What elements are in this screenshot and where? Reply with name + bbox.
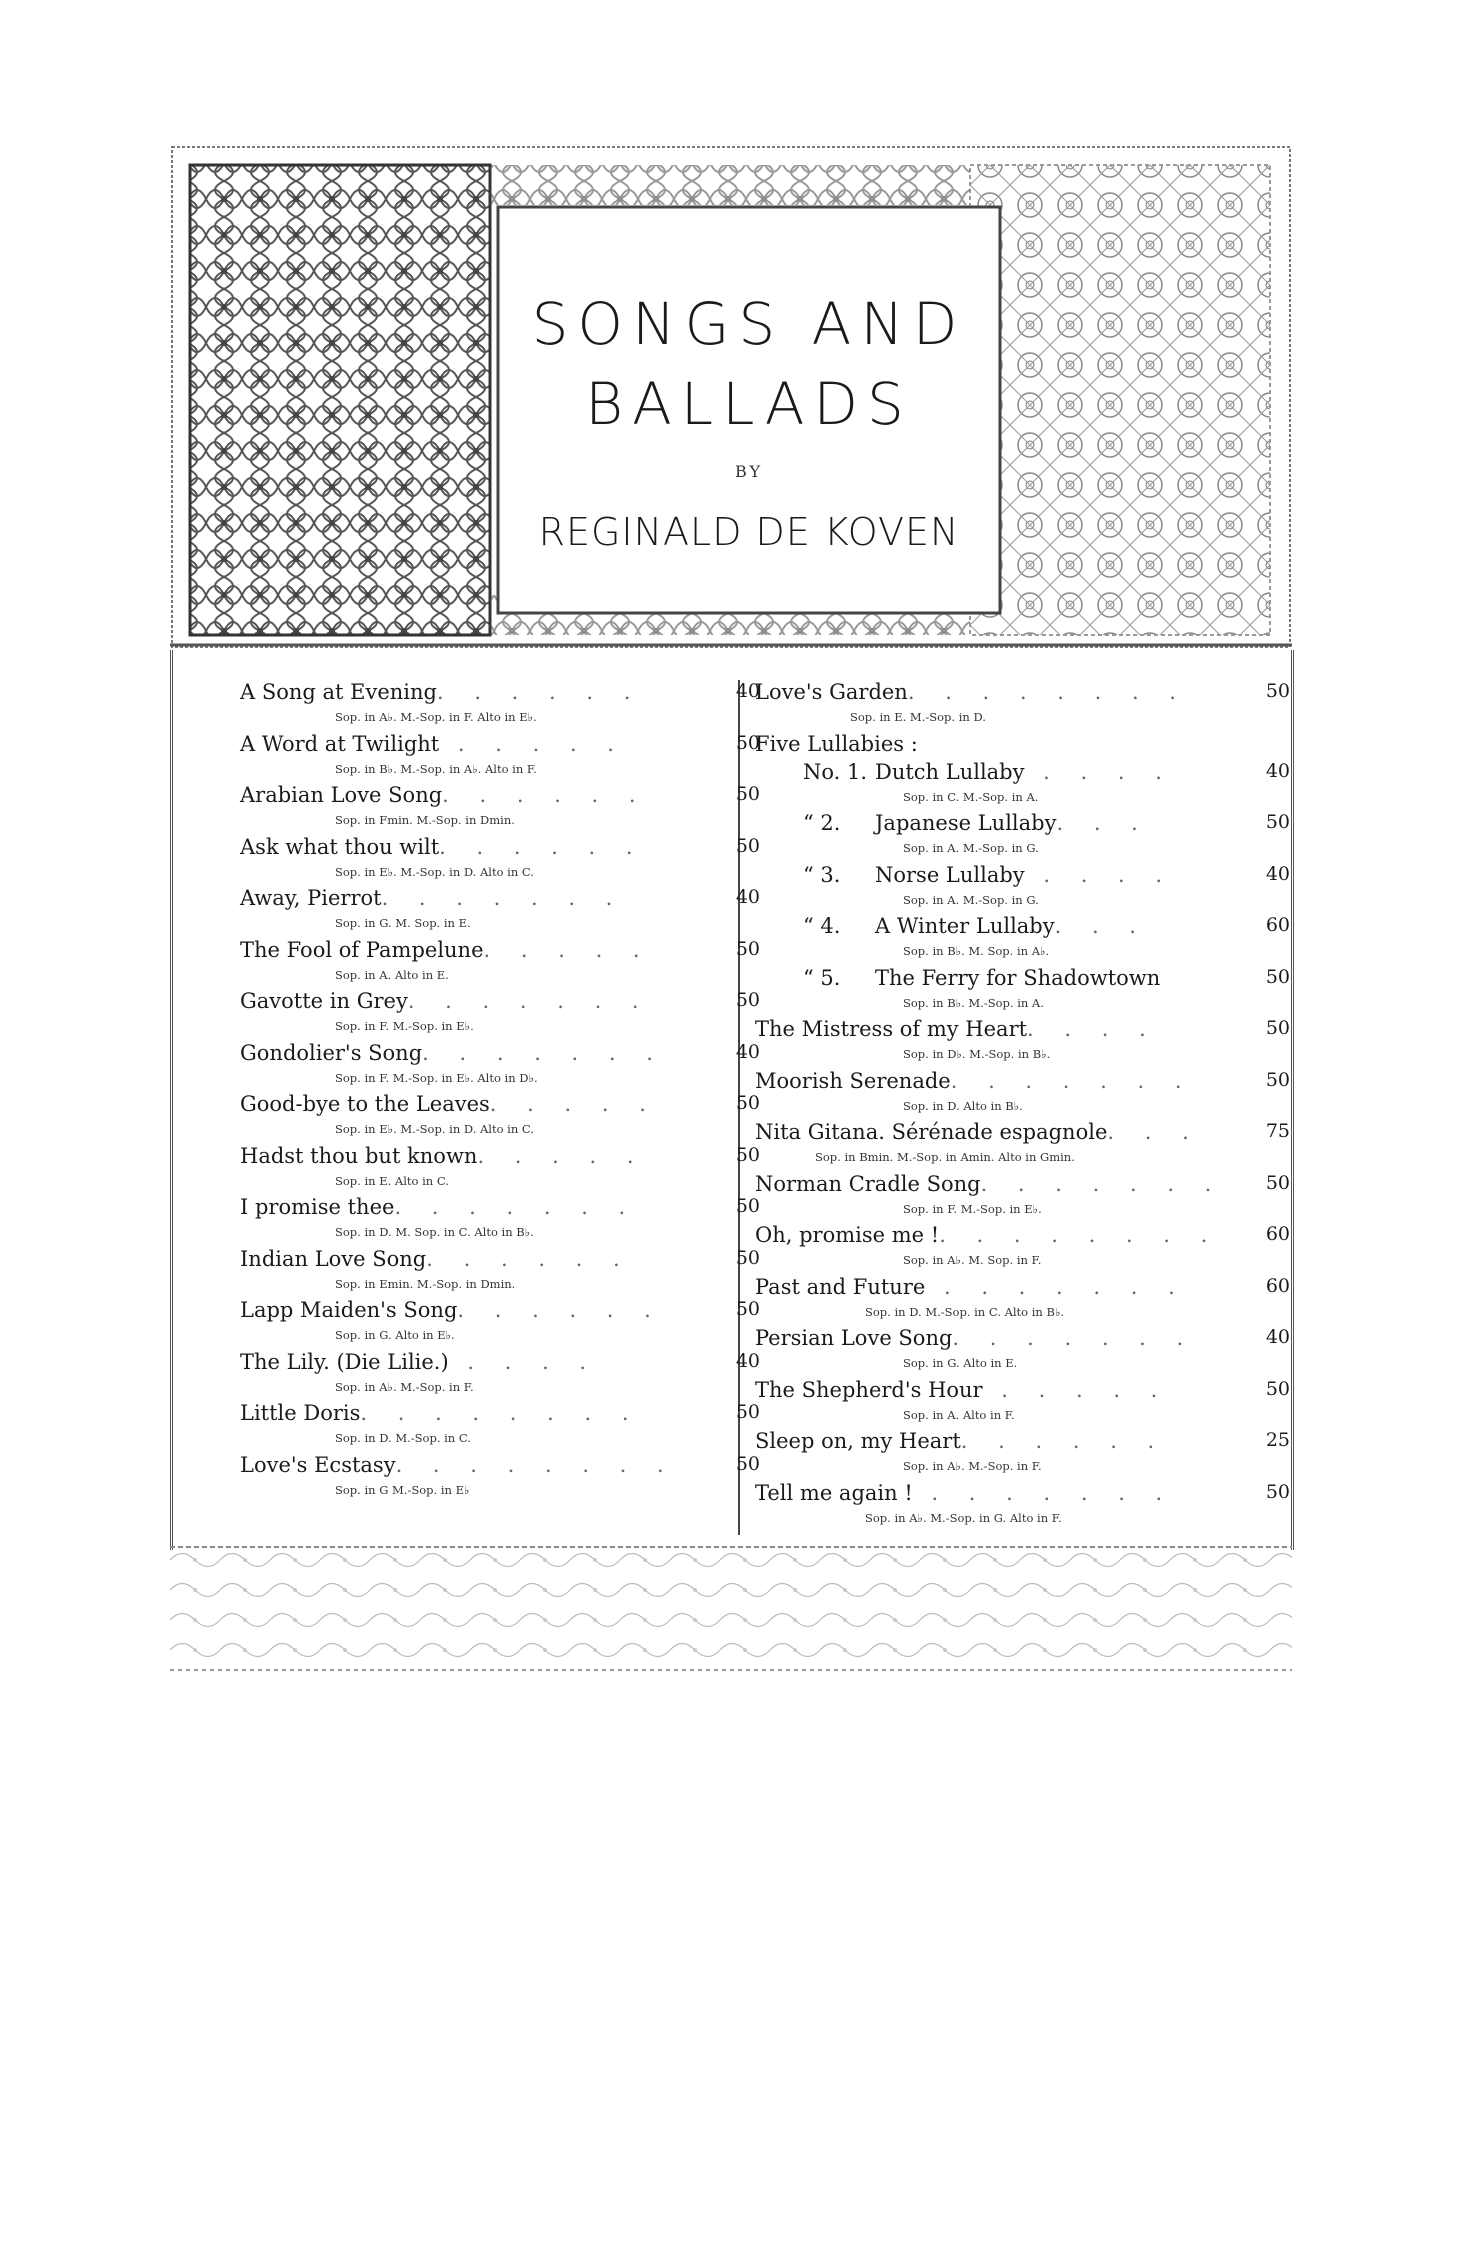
song-price: 60 xyxy=(1265,914,1290,936)
song-price: 50 xyxy=(735,1092,760,1114)
lullaby-number: “ 3. xyxy=(803,862,841,887)
song-keys: Sop. in A. Alto in F. xyxy=(903,1407,1015,1422)
lullaby-number: “ 2. xyxy=(803,811,841,835)
song-keys: Sop. in G. Alto in E♭. xyxy=(335,1328,455,1342)
song-price: 40 xyxy=(735,886,760,908)
lullabies-heading-text: Five Lullabies : xyxy=(755,731,918,756)
song-keys: Sop. in F. M.-Sop. in E♭. xyxy=(335,1019,474,1033)
song-keys: Sop. in A♭. M.-Sop. in F. Alto in E♭. xyxy=(335,710,537,724)
song-keys: Sop. in D. M. Sop. in C. Alto in B♭. xyxy=(335,1225,534,1239)
lullaby-entry: No. 1. Dutch Lullaby . . . . 40 Sop. in C. M.-Sop. in A. xyxy=(755,760,1310,812)
song-title: Oh, promise me ! xyxy=(755,1223,940,1247)
song-title: Persian Love Song xyxy=(755,1326,953,1350)
song-title: Moorish Serenade xyxy=(755,1068,951,1093)
song-price: 50 xyxy=(735,937,760,960)
song-entry: A Song at Evening. . . . . . 40 Sop. in A♭. M.-Sop. in F. Alto in E♭. xyxy=(240,680,760,724)
title-panel xyxy=(500,210,998,612)
song-price: 50 xyxy=(735,1195,760,1217)
song-price: 50 xyxy=(1265,811,1290,833)
song-entry: I promise thee. . . . . . . 50 Sop. in D. M. Sop. in C. Alto in B♭. xyxy=(240,1195,760,1239)
song-keys: Sop. in A. M.-Sop. in G. xyxy=(903,892,1039,907)
song-keys: Sop. in B♭. M.-Sop. in A. xyxy=(903,995,1044,1010)
song-price: 40 xyxy=(1265,759,1290,782)
song-entry: The Mistress of my Heart. . . . 50 Sop. in D♭. M.-Sop. in B♭. xyxy=(755,1017,1310,1069)
song-price: 60 xyxy=(1265,1274,1290,1297)
composer-name: REGINALD DE KOVEN xyxy=(538,510,960,554)
title-songs-and: SONGS AND xyxy=(531,290,967,358)
song-title: Norman Cradle Song xyxy=(755,1171,981,1196)
song-title: Arabian Love Song xyxy=(240,783,443,807)
lullaby-number: “ 5. xyxy=(803,965,841,990)
left-song-column xyxy=(240,680,760,1504)
song-title: Dutch Lullaby xyxy=(875,759,1025,784)
song-title: The Lily. (Die Lilie.) xyxy=(240,1349,449,1374)
song-title: Past and Future xyxy=(755,1274,926,1299)
song-keys: Sop. in A♭. M. Sop. in F. xyxy=(903,1253,1042,1267)
song-title: Indian Love Song xyxy=(240,1246,427,1271)
song-keys: Sop. in E. Alto in C. xyxy=(335,1173,449,1188)
song-entry: Hadst thou but known. . . . . 50 Sop. in E. Alto in C. xyxy=(240,1143,760,1188)
song-title: Little Doris xyxy=(240,1401,361,1425)
song-price: 40 xyxy=(735,680,760,702)
song-entry: Past and Future . . . . . . . 60 Sop. in D. M.-Sop. in C. Alto in B♭. xyxy=(755,1275,1310,1327)
song-price: 50 xyxy=(735,1298,760,1320)
song-title: Norse Lullaby xyxy=(875,862,1025,887)
song-keys: Sop. in E♭. M.-Sop. in D. Alto in C. xyxy=(335,1122,534,1136)
song-entry: Moorish Serenade. . . . . . . 50 Sop. in D. Alto in B♭. xyxy=(755,1069,1310,1121)
song-keys: Sop. in G M.-Sop. in E♭ xyxy=(335,1482,470,1497)
song-price: 50 xyxy=(735,1452,760,1475)
song-title: Gondolier's Song xyxy=(240,1040,423,1065)
song-price: 50 xyxy=(1265,680,1290,702)
song-keys: Sop. in A♭. M.-Sop. in F. xyxy=(903,1459,1042,1473)
title-ballads: BALLADS xyxy=(585,370,913,438)
song-keys: Sop. in A♭. M.-Sop. in F. xyxy=(335,1379,474,1394)
song-entry: Nita Gitana. Sérénade espagnole. . . 75 Sop. in Bmin. M.-Sop. in Amin. Alto in Gmin. xyxy=(755,1120,1310,1172)
song-title: Away, Pierrot xyxy=(240,886,382,910)
lullaby-entry: “ 2. Japanese Lullaby. . . 50 Sop. in A. M.-Sop. in G. xyxy=(755,811,1310,863)
song-keys: Sop. in A. Alto in E. xyxy=(335,967,449,982)
song-price: 50 xyxy=(1265,1377,1290,1400)
song-entry: A Word at Twilight . . . . . 50 Sop. in B♭. M.-Sop. in A♭. Alto in F. xyxy=(240,731,760,776)
song-title: Japanese Lullaby xyxy=(875,811,1057,835)
by-label: BY xyxy=(734,462,764,481)
song-title: Nita Gitana. Sérénade espagnole xyxy=(755,1120,1108,1144)
song-entry: Ask what thou wilt. . . . . . 50 Sop. in E♭. M.-Sop. in D. Alto in C. xyxy=(240,834,760,879)
song-price: 50 xyxy=(735,834,760,857)
song-entry: Sleep on, my Heart. . . . . . 25 Sop. in A♭. M.-Sop. in F. xyxy=(755,1429,1310,1481)
song-entry: Persian Love Song. . . . . . . 40 Sop. in G. Alto in E. xyxy=(755,1326,1310,1378)
right-song-column xyxy=(755,680,1310,1532)
song-keys: Sop. in B♭. M. Sop. in A♭. xyxy=(903,944,1050,958)
song-price: 40 xyxy=(1265,862,1290,885)
song-title: A Song at Evening xyxy=(240,680,437,704)
song-entry: Tell me again ! . . . . . . . 50 Sop. in A♭. M.-Sop. in G. Alto in F. xyxy=(755,1481,1310,1533)
song-title: Lapp Maiden's Song xyxy=(240,1298,458,1322)
song-price: 50 xyxy=(735,1246,760,1269)
song-price: 40 xyxy=(1265,1326,1290,1348)
song-price: 50 xyxy=(1265,1171,1290,1194)
song-entry: Good-bye to the Leaves. . . . . 50 Sop. in E♭. M.-Sop. in D. Alto in C. xyxy=(240,1092,760,1136)
song-keys: Sop. in A. M.-Sop. in G. xyxy=(903,841,1039,855)
song-price: 50 xyxy=(1265,965,1290,988)
song-keys: Sop. in E♭. M.-Sop. in D. Alto in C. xyxy=(335,864,534,879)
song-entry: Little Doris. . . . . . . . 50 Sop. in D. M.-Sop. in C. xyxy=(240,1401,760,1445)
song-entry: Norman Cradle Song. . . . . . . 50 Sop. in F. M.-Sop. in E♭. xyxy=(755,1172,1310,1224)
song-entry: The Shepherd's Hour . . . . . 50 Sop. in A. Alto in F. xyxy=(755,1378,1310,1430)
song-keys: Sop. in C. M.-Sop. in A. xyxy=(903,789,1039,804)
song-title: The Shepherd's Hour xyxy=(755,1377,983,1402)
song-keys: Sop. in A♭. M.-Sop. in G. Alto in F. xyxy=(865,1510,1062,1525)
song-keys: Sop. in F. M.-Sop. in E♭. xyxy=(903,1201,1042,1216)
song-entry: Love's Ecstasy. . . . . . . . 50 Sop. in G M.-Sop. in E♭ xyxy=(240,1452,760,1497)
lullabies-heading xyxy=(755,732,1310,760)
song-title: Love's Garden xyxy=(755,680,908,704)
song-entry: Arabian Love Song. . . . . . 50 Sop. in Fmin. M.-Sop. in Dmin. xyxy=(240,783,760,827)
lullaby-number: “ 4. xyxy=(803,914,841,938)
song-price: 50 xyxy=(735,731,760,754)
song-price: 50 xyxy=(735,783,760,805)
ornamental-border-bottom xyxy=(170,1545,1292,1675)
song-price: 40 xyxy=(735,1040,760,1063)
lullaby-entry: “ 3. Norse Lullaby . . . . 40 Sop. in A. M.-Sop. in G. xyxy=(755,863,1310,915)
song-title: A Winter Lullaby xyxy=(875,914,1055,938)
song-entry: The Lily. (Die Lilie.) . . . . 40 Sop. in A♭. M.-Sop. in F. xyxy=(240,1349,760,1394)
song-price: 50 xyxy=(1265,1017,1290,1039)
song-price: 50 xyxy=(1265,1068,1290,1091)
song-keys: Sop. in Fmin. M.-Sop. in Dmin. xyxy=(335,813,515,827)
song-entry: Gondolier's Song. . . . . . . 40 Sop. in F. M.-Sop. in E♭. Alto in D♭. xyxy=(240,1040,760,1085)
song-title: Sleep on, my Heart xyxy=(755,1429,961,1453)
song-price: 50 xyxy=(735,1401,760,1423)
song-keys: Sop. in Bmin. M.-Sop. in Amin. Alto in Gmin. xyxy=(815,1150,1075,1164)
song-price: 75 xyxy=(1265,1120,1290,1142)
song-title: Tell me again ! xyxy=(755,1480,913,1505)
song-title: The Mistress of my Heart xyxy=(755,1017,1028,1041)
song-price: 50 xyxy=(1265,1480,1290,1503)
song-entry: Love's Garden. . . . . . . . 50 Sop. in E. M.-Sop. in D. xyxy=(755,680,1310,732)
song-title: Gavotte in Grey xyxy=(240,989,408,1013)
song-price: 50 xyxy=(735,1143,760,1166)
song-keys: Sop. in B♭. M.-Sop. in A♭. Alto in F. xyxy=(335,761,537,776)
song-title: Hadst thou but known xyxy=(240,1143,478,1168)
song-entry: Away, Pierrot. . . . . . . 40 Sop. in G. M. Sop. in E. xyxy=(240,886,760,930)
catalog-sheet xyxy=(170,145,1292,1575)
lullaby-entry xyxy=(755,966,1310,1018)
song-price: 40 xyxy=(735,1349,760,1372)
song-price: 25 xyxy=(1265,1429,1290,1451)
song-price: 50 xyxy=(735,989,760,1011)
song-title: Love's Ecstasy xyxy=(240,1452,396,1477)
song-keys: Sop. in G. Alto in E. xyxy=(903,1356,1018,1370)
song-keys: Sop. in D. Alto in B♭. xyxy=(903,1098,1023,1113)
song-title: I promise thee xyxy=(240,1195,395,1219)
song-keys: Sop. in D. M.-Sop. in C. Alto in B♭. xyxy=(865,1304,1065,1319)
lullaby-number: No. 1. xyxy=(803,759,868,784)
song-keys: Sop. in Emin. M.-Sop. in Dmin. xyxy=(335,1276,516,1291)
song-title: Ask what thou wilt xyxy=(240,834,440,859)
song-entry: The Fool of Pampelune. . . . . 50 Sop. in A. Alto in E. xyxy=(240,937,760,982)
song-entry: Oh, promise me !. . . . . . . . 60 Sop. in A♭. M. Sop. in F. xyxy=(755,1223,1310,1275)
song-title: Good-bye to the Leaves xyxy=(240,1092,490,1116)
song-title: The Fool of Pampelune xyxy=(240,937,484,962)
song-keys: Sop. in G. M. Sop. in E. xyxy=(335,916,471,930)
song-keys: Sop. in F. M.-Sop. in E♭. Alto in D♭. xyxy=(335,1070,538,1085)
song-title: A Word at Twilight xyxy=(240,731,440,756)
song-entry: Gavotte in Grey. . . . . . . 50 Sop. in F. M.-Sop. in E♭. xyxy=(240,989,760,1033)
lullaby-entry: “ 4. A Winter Lullaby. . . 60 Sop. in B♭. M. Sop. in A♭. xyxy=(755,914,1310,966)
song-keys: Sop. in D. M.-Sop. in C. xyxy=(335,1431,471,1445)
song-entry: Indian Love Song. . . . . . 50 Sop. in Emin. M.-Sop. in Dmin. xyxy=(240,1246,760,1291)
song-entry: Lapp Maiden's Song. . . . . . 50 Sop. in G. Alto in E♭. xyxy=(240,1298,760,1342)
song-keys: Sop. in D♭. M.-Sop. in B♭. xyxy=(903,1047,1051,1061)
song-price: 60 xyxy=(1265,1223,1290,1245)
song-title: The Ferry for Shadowtown xyxy=(875,965,1161,990)
song-keys: Sop. in E. M.-Sop. in D. xyxy=(850,710,986,724)
